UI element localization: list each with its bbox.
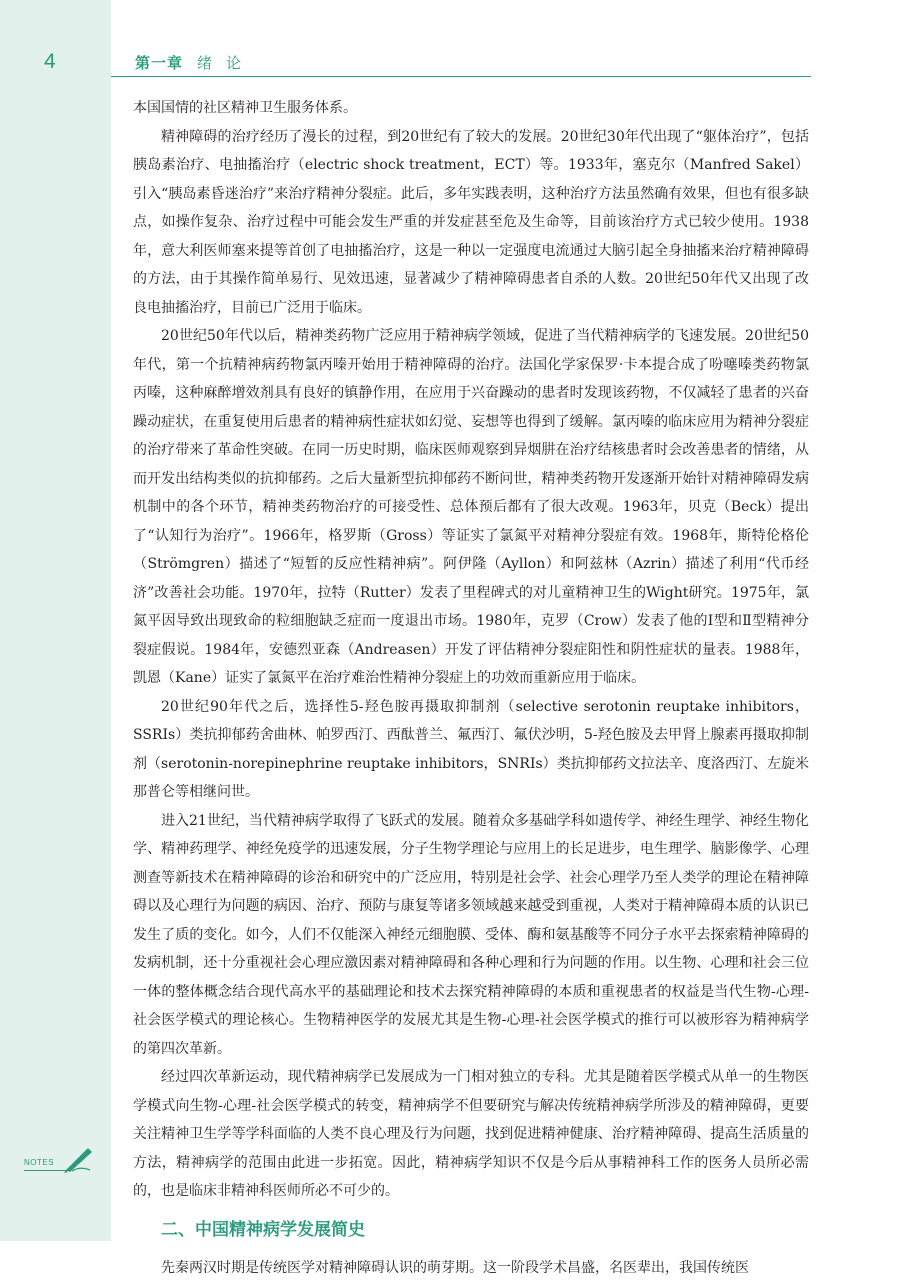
- body-text: [133, 94, 809, 1282]
- pen-icon: [62, 1144, 96, 1174]
- header-rule: [111, 76, 811, 77]
- page-number: 4: [44, 50, 56, 74]
- notes-label: NOTES: [24, 1158, 54, 1167]
- notes-marker: [24, 1150, 96, 1176]
- paragraph-4: 20世纪90年代之后，选择性5-羟色胺再摄取抑制剂（selective serotonin reuptake inhibitors，SSRIs）类抗抑郁药舍曲林、帕罗西汀、西酞普兰、氟西汀、氟伏沙明，5-羟色胺及去甲肾上腺素再摄取抑制剂（serotonin-norepinephrine reuptake inhibitors，SNRIs）类抗抑郁药文拉法辛、度洛西汀、左旋米那普仑等相继问世。: [133, 693, 809, 807]
- section-heading: 二、中国精神病学发展简史: [133, 1210, 809, 1250]
- paragraph-5: 进入21世纪，当代精神病学取得了飞跃式的发展。随着众多基础学科如遗传学、神经生理学、神经生物化学、精神药理学、神经免疫学的迅速发展，分子生物学理论与应用上的长足进步，电生理学、脑影像学、心理测查等新技术在精神障碍的诊治和研究中的广泛应用，特别是社会学、社会心理学乃至人类学的理论在精神障碍以及心理行为问题的病因、治疗、预防与康复等诸多领域越来越受到重视，人类对于精神障碍本质的认识已发生了质的变化。如今，人们不仅能深入神经元细胞膜、受体、酶和氨基酸等不同分子水平去探索精神障碍的发病机制，还十分重视社会心理应激因素对精神障碍和各种心理和行为问题的作用。以生物、心理和社会三位一体的整体概念结合现代高水平的基础理论和技术去探究精神障碍的本质和重视患者的权益是当代生物-心理-社会医学模式的理论核心。生物精神医学的发展尤其是生物-心理-社会医学模式的推行可以被形容为精神病学的第四次革新。: [133, 807, 809, 1064]
- running-header: [135, 52, 255, 73]
- margin-sidebar: [0, 0, 111, 1241]
- chapter-title: 绪论: [197, 54, 255, 72]
- paragraph-2: 精神障碍的治疗经历了漫长的过程，到20世纪有了较大的发展。20世纪30年代出现了“躯体治疗”，包括胰岛素治疗、电抽搐治疗（electric shock treatment，ECT）等。1933年，塞克尔（Manfred Sakel）引入“胰岛素昏迷治疗”来治疗精神分裂症。此后，多年实践表明，这种治疗方法虽然确有效果，但也有很多缺点，如操作复杂、治疗过程中可能会发生严重的并发症甚至危及生命等，目前该治疗方式已较少使用。1938年，意大利医师塞来提等首创了电抽搐治疗，这是一种以一定强度电流通过大脑引起全身抽搐来治疗精神障碍的方法，由于其操作简单易行、见效迅速，显著减少了精神障碍患者自杀的人数。20世纪50年代又出现了改良电抽搐治疗，目前已广泛用于临床。: [133, 123, 809, 323]
- paragraph-6: 经过四次革新运动，现代精神病学已发展成为一门相对独立的专科。尤其是随着医学模式从单一的生物医学模式向生物-心理-社会医学模式的转变，精神病学不但要研究与解决传统精神病学所涉及的精神障碍，更要关注精神卫生学等学科面临的人类不良心理及行为问题，找到促进精神健康、治疗精神障碍、提高生活质量的方法，精神病学的范围由此进一步拓宽。因此，精神病学知识不仅是今后从事精神科工作的医务人员所必需的，也是临床非精神科医师所必不可少的。: [133, 1063, 809, 1206]
- paragraph-1: 本国国情的社区精神卫生服务体系。: [133, 94, 809, 123]
- paragraph-3: 20世纪50年代以后，精神类药物广泛应用于精神病学领域，促进了当代精神病学的飞速发展。20世纪50年代，第一个抗精神病药物氯丙嗪开始用于精神障碍的治疗。法国化学家保罗·卡本提合成了吩噻嗪类药物氯丙嗪，这种麻醉增效剂具有良好的镇静作用，在应用于兴奋躁动的患者时发现该药物，不仅减轻了患者的兴奋躁动症状，在重复使用后患者的精神病性症状如幻觉、妄想等也得到了缓解。氯丙嗪的临床应用为精神分裂症的治疗带来了革命性突破。在同一历史时期，临床医师观察到异烟肼在治疗结核患者时会改善患者的情绪，从而开发出结构类似的抗抑郁药。之后大量新型抗抑郁药不断问世，精神类药物开发逐渐开始针对精神障碍发病机制中的各个环节，精神类药物治疗的可接受性、总体预后都有了很大改观。1963年，贝克（Beck）提出了“认知行为治疗”。1966年，格罗斯（Gross）等证实了氯氮平对精神分裂症有效。1968年，斯特伦格伦（Strömgren）描述了“短暂的反应性精神病”。阿伊隆（Ayllon）和阿兹林（Azrin）描述了利用“代币经济”改善社会功能。1970年，拉特（Rutter）发表了里程碑式的对儿童精神卫生的Wight研究。1975年，氯氮平因导致出现致命的粒细胞缺乏症而一度退出市场。1980年，克罗（Crow）发表了他的Ⅰ型和Ⅱ型精神分裂症假说。1984年，安德烈亚森（Andreasen）开发了评估精神分裂症阳性和阴性症状的量表。1988年，凯恩（Kane）证实了氯氮平在治疗难治性精神分裂症上的功效而重新应用于临床。: [133, 322, 809, 693]
- chapter-label: 第一章: [135, 54, 183, 72]
- paragraph-7: 先秦两汉时期是传统医学对精神障碍认识的萌芽期。这一阶段学术昌盛，名医辈出，我国传统医: [133, 1254, 809, 1282]
